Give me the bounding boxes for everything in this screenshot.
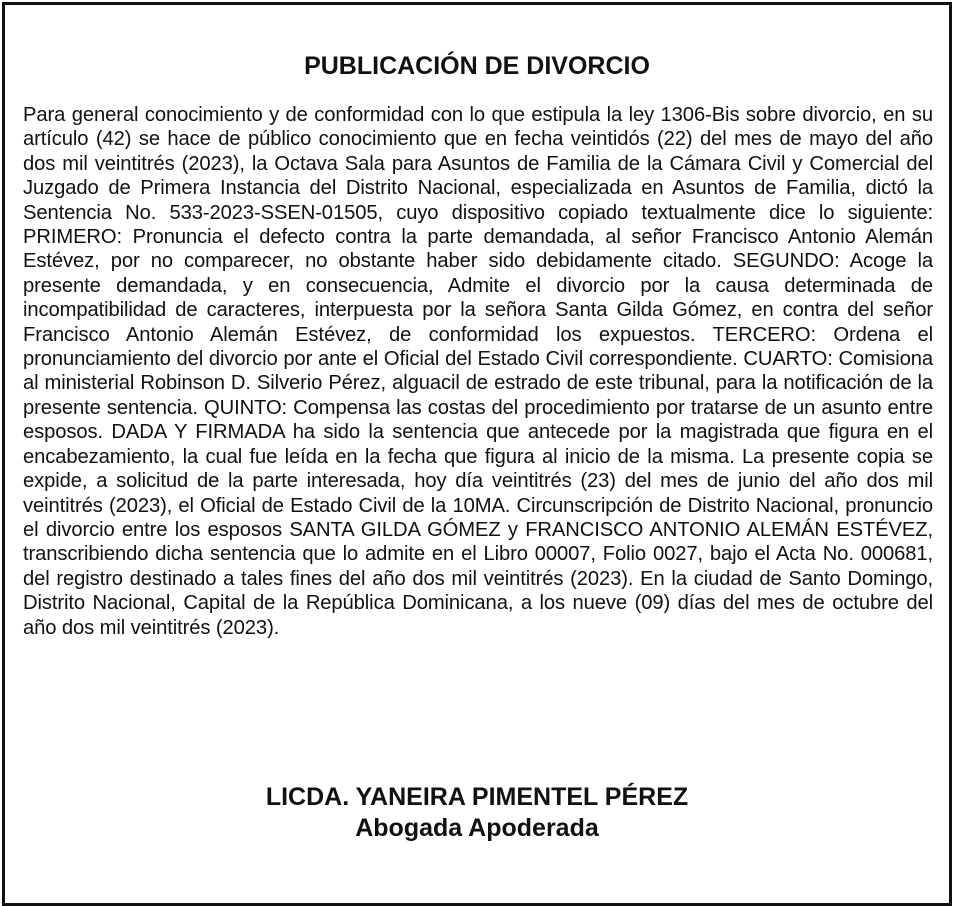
signature-name: LICDA. YANEIRA PIMENTEL PÉREZ xyxy=(265,783,689,811)
legal-notice xyxy=(2,2,952,906)
notice-body: Para general conocimiento y de conformidad con lo que estipula la ley 1306-Bis sobre divorcio, en su artículo (42) se hace de público conocimiento que en fecha veintidós (22) del mes de mayo del año dos mil veintitrés (2023), la Octava Sala para Asuntos de Familia de la Cámara Civil y Comercial del Juzgado de Primera Instancia del Distrito Nacional, especializada en Asuntos de Familia, dictó la Sentencia No. 533-2023-SSEN-01505, cuyo dispositivo copiado textualmente dice lo siguiente: PRIMERO: Pronuncia el defecto contra la parte demandada, al señor Francisco Antonio Alemán Estévez, por no comparecer, no obstante haber sido debidamente citado. SEGUNDO: Acoge la presente demandada, y en consecuencia, Admite el divorcio por la causa determinada de incompatibilidad de caracteres, interpuesta por la señora Santa Gilda Gómez, en contra del señor Francisco Antonio Alemán Estévez, de conformidad los expuestos. TERCERO: Ordena el pronunciamiento del divorcio por ante el Oficial del Estado Civil correspondiente. CUARTO: Comisiona al ministerial Robinson D. Silverio Pérez, alguacil de estrado de este tribunal, para la notificación de la presente sentencia. QUINTO: Compensa las costas del procedimiento por tratarse de un asunto entre esposos. DADA Y FIRMADA ha sido la sentencia que antecede por la magistrada que figura en el encabezamiento, la cual fue leída en la fecha que figura al inicio de la misma. La presente copia se expide, a solicitud de la parte interesada, hoy día veintitrés (23) del mes de junio del año dos mil veintitrés (2023), el Oficial de Estado Civil de la 10MA. Circunscripción de Distrito Nacional, pronuncio el divorcio entre los esposos SANTA GILDA GÓMEZ y FRANCISCO ANTONIO ALEMÁN ESTÉVEZ, transcribiendo dicha sentencia que lo admite en el Libro 00007, Folio 0027, bajo el Acta No. 000681, del registro destinado a tales fines del año dos mil veintitrés (2023). En la ciudad de Santo Domingo, Distrito Nacional, Capital de la República Dominicana, a los nueve (09) días del mes de octubre del año dos mil veintitrés (2023). xyxy=(23,104,933,639)
signature-role: Abogada Apoderada xyxy=(355,814,599,842)
notice-title: PUBLICACIÓN DE DIVORCIO xyxy=(304,52,650,80)
